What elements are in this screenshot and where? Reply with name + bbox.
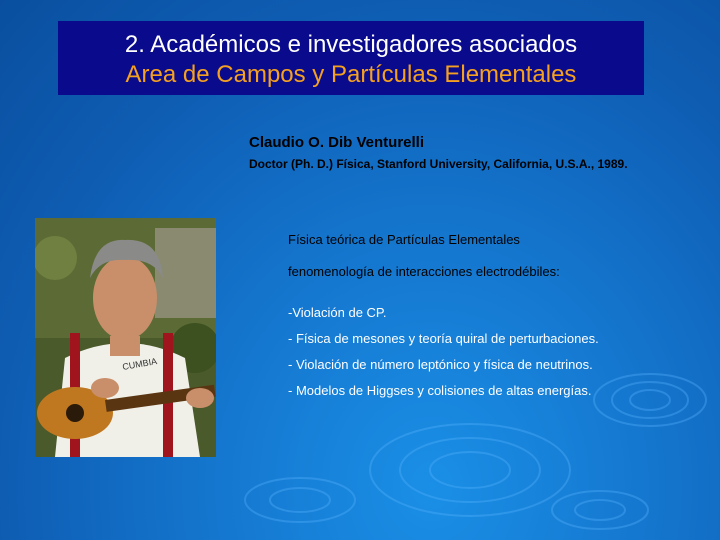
person-name: Claudio O. Dib Venturelli — [249, 134, 425, 151]
topic-item: -Violación de CP. — [288, 305, 387, 320]
degree-text: Doctor (Ph. D.) Física, Stanford University, California, U.S.A., 1989. — [249, 157, 628, 171]
slide-title: 2. Académicos e investigadores asociados — [124, 31, 578, 58]
shirt-logo: CUMBIA — [121, 356, 158, 372]
topic-item: - Física de mesones y teoría quiral de perturbaciones. — [288, 331, 599, 346]
topic-item: - Violación de número leptónico y física de neutrinos. — [288, 357, 593, 372]
slide-subtitle: Area de Campos y Partículas Elementales — [125, 61, 577, 88]
research-field: Física teórica de Partículas Elementales — [288, 232, 520, 247]
topic-item: - Modelos de Higgses y colisiones de altas energías. — [288, 383, 592, 398]
title-banner — [58, 21, 644, 95]
topic-list — [288, 305, 599, 409]
portrait-photo — [35, 218, 216, 457]
phenomenology-heading: fenomenología de interacciones electrodébiles: — [288, 264, 560, 279]
